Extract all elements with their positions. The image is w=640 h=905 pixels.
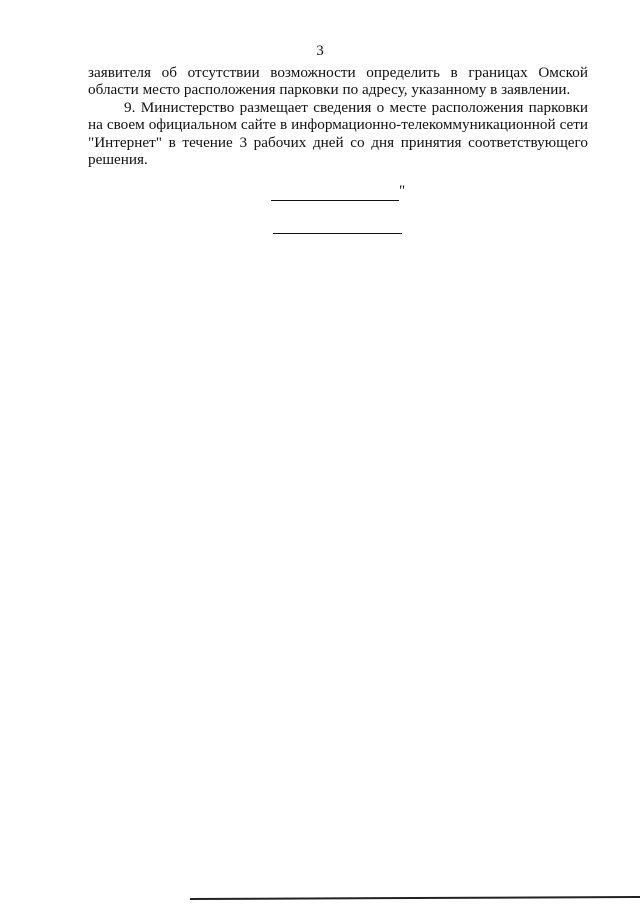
- closing-rule-line: [271, 200, 399, 201]
- closing-quote-mark: ": [399, 183, 406, 199]
- document-body: [88, 64, 588, 168]
- page-number: 3: [316, 43, 324, 59]
- paragraph-item-9: 9. Министерство размещает сведения о месте расположения парковки на своем официальном сайте в информационно-телекоммуникационной сети "Интернет" в течение 3 рабочих дней со дня принятия соответствующего решения.: [88, 98, 588, 169]
- paragraph-continuation: заявителя об отсутствии возможности определить в границах Омской области место расположения парковки по адресу, указанному в заявлении.: [88, 64, 588, 99]
- scan-edge-line: [190, 896, 640, 900]
- separator-rule-line: [273, 233, 402, 234]
